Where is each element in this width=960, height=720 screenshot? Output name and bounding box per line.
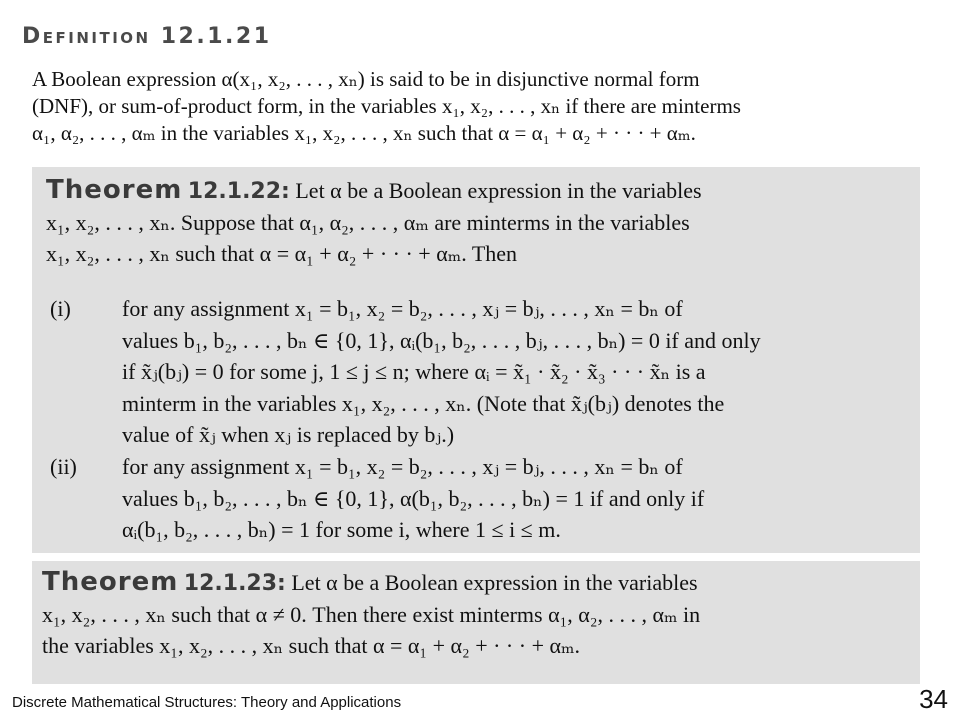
theorem-12-1-22-panel [32,167,920,553]
item-line: αᵢ(b₁, b₂, . . . , bₙ) = 1 for some i, where 1 ≤ i ≤ m. [122,517,561,542]
definition-line: A Boolean expression α(x₁, x₂, . . . , xₙ) is said to be in disjunctive normal form [32,67,700,91]
item-body [122,293,761,451]
theorem-first-line [46,175,702,207]
item-line: if x̃ⱼ(bⱼ) = 0 for some j, 1 ≤ j ≤ n; where αᵢ = x̃₁ · x̃₂ · x̃₃ · · · x̃ₙ is a [122,359,706,384]
theorem-heading: Theorem [46,175,183,205]
theorem-line: x₁, x₂, . . . , xₙ such that α = α₁ + α₂ + · · · + αₘ. Then [46,241,518,266]
theorem-number: 12.1.23: [183,571,286,596]
item-line: for any assignment x₁ = b₁, x₂ = b₂, . . . , xⱼ = bⱼ, . . . , xₙ = bₙ of [122,454,683,479]
theorem-first-line [42,567,700,599]
definition-heading: Definition 12.1.21 [22,24,272,49]
item-line: value of x̃ⱼ when xⱼ is replaced by bⱼ.) [122,422,455,447]
theorem-line: x₁, x₂, . . . , xₙ. Suppose that α₁, α₂, . . . , αₘ are minterms in the variables [46,210,690,235]
theorem-12-1-23-panel [32,561,920,684]
theorem-line: Let α be a Boolean expression in the variables [291,570,698,595]
item-label: (ii) [50,454,77,479]
item-line: for any assignment x₁ = b₁, x₂ = b₂, . . . , xⱼ = bⱼ, . . . , xₙ = bₙ of [122,296,683,321]
item-line: minterm in the variables x₁, x₂, . . . , xₙ. (Note that x̃ⱼ(bⱼ) denotes the [122,390,725,416]
item-body [122,451,704,546]
page-number: 34 [919,684,948,714]
definition-line: α₁, α₂, . . . , αₘ in the variables x₁, x₂, . . . , xₙ such that α = α₁ + α₂ + · · · + αₘ. [32,121,696,145]
item-label: (i) [50,296,71,321]
theorem-line: x₁, x₂, . . . , xₙ such that α ≠ 0. Then there exist minterms α₁, α₂, . . . , αₘ in [42,602,701,627]
definition-text [32,66,852,147]
definition-line: (DNF), or sum-of-product form, in the variables x₁, x₂, . . . , xₙ if there are minterms [32,94,741,118]
item-line: values b₁, b₂, . . . , bₙ ∈ {0, 1}, α(b₁, b₂, . . . , bₙ) = 1 if and only if [122,485,705,511]
theorem-number: 12.1.22: [187,179,290,204]
item-line: values b₁, b₂, . . . , bₙ ∈ {0, 1}, αᵢ(b₁, b₂, . . . , bⱼ, . . . , bₙ) = 0 if and only [122,327,761,353]
theorem-12-1-23-statement [42,567,700,661]
theorem-heading: Theorem [42,567,179,597]
theorem-line: Let α be a Boolean expression in the variables [295,178,702,203]
theorem-12-1-22-statement [46,175,702,269]
theorem-line: the variables x₁, x₂, . . . , xₙ such that α = α₁ + α₂ + · · · + αₘ. [42,633,581,658]
book-title-footer: Discrete Mathematical Structures: Theory and Applications [12,694,402,711]
